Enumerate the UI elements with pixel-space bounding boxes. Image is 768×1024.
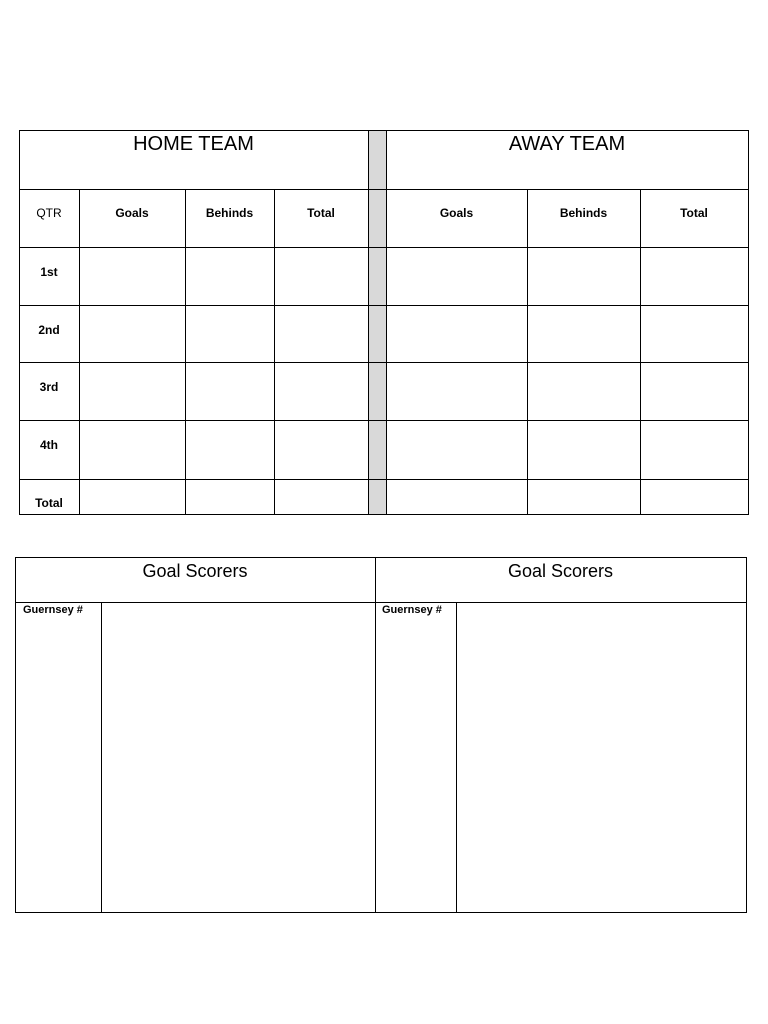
row-label-4th: 4th: [40, 438, 58, 452]
away-guernsey-label: Guernsey #: [382, 604, 442, 616]
row-label-1st: 1st: [40, 265, 58, 279]
away-behinds-header: Behinds: [559, 206, 608, 220]
home-behinds-header: Behinds: [205, 206, 254, 220]
row-label-total: Total: [35, 496, 63, 510]
home-total-header: Total: [307, 206, 335, 220]
row-label-2nd: 2nd: [38, 323, 60, 337]
home-guernsey-label: Guernsey #: [23, 604, 83, 616]
row-label-3rd: 3rd: [39, 380, 59, 394]
qtr-header: QTR: [36, 206, 62, 220]
home-team-title: HOME TEAM: [133, 133, 254, 155]
home-goal-scorers-title: Goal Scorers: [142, 561, 248, 581]
away-goals-header: Goals: [439, 206, 474, 220]
home-goals-header: Goals: [115, 206, 149, 220]
away-team-title: AWAY TEAM: [508, 133, 626, 155]
away-goal-scorers-title: Goal Scorers: [507, 561, 614, 581]
away-total-header: Total: [680, 206, 708, 220]
